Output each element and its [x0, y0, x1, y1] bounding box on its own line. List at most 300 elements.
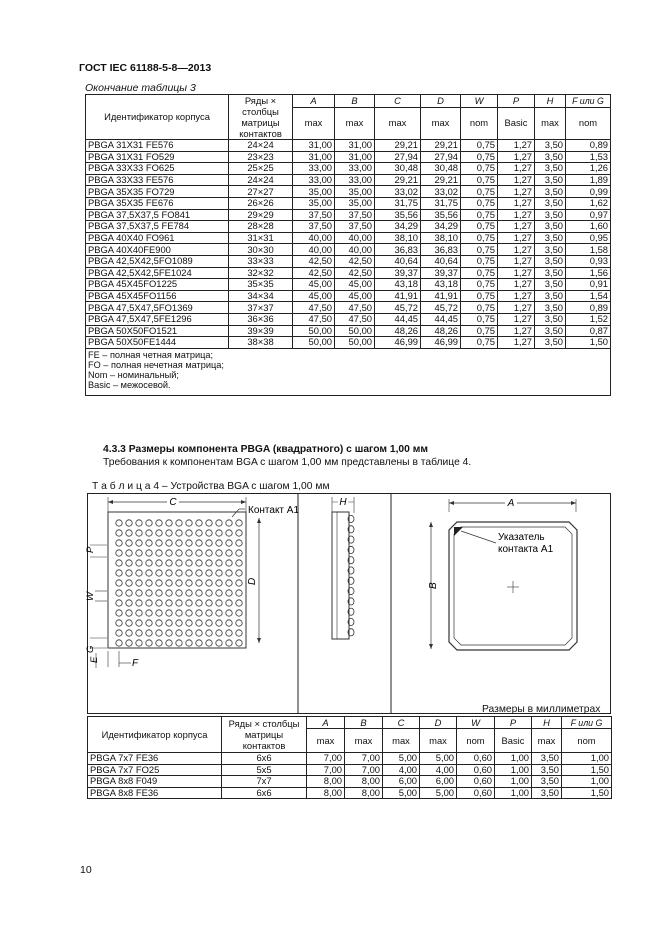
cell-value: 0,75	[461, 279, 498, 291]
solder-ball	[206, 590, 212, 596]
table-row	[88, 776, 612, 788]
table-row	[86, 186, 611, 198]
cell-value: 1,54	[566, 290, 611, 302]
note-line: Nom – номинальный;	[88, 369, 179, 380]
table4-header-id: Идентификатор корпуса	[88, 717, 222, 753]
cell-value: 41,91	[421, 290, 461, 302]
cell-value: 47,50	[293, 313, 335, 325]
solder-ball	[186, 520, 192, 526]
solder-ball	[116, 550, 122, 556]
solder-ball	[176, 620, 182, 626]
solder-ball	[136, 530, 142, 536]
cell-value: 50,00	[335, 337, 375, 349]
section-text: Требования к компонентам BGA с шагом 1,00 мм представлены в таблице 4.	[103, 457, 472, 468]
solder-ball	[226, 520, 232, 526]
solder-ball	[196, 620, 202, 626]
cell-value: 3,50	[535, 279, 566, 291]
solder-ball	[116, 640, 122, 646]
cell-value: 31,75	[421, 197, 461, 209]
solder-ball	[176, 630, 182, 636]
solder-ball	[236, 600, 242, 606]
cell-value: 3,50	[535, 302, 566, 314]
cell-value: 47,50	[335, 302, 375, 314]
table4-header-col: B	[345, 717, 383, 729]
arrow	[571, 501, 576, 505]
table-row	[86, 255, 611, 267]
solder-ball	[176, 600, 182, 606]
solder-ball	[196, 640, 202, 646]
cell-value: 7,00	[307, 753, 345, 765]
solder-ball	[166, 580, 172, 586]
cell-value: 0,60	[457, 776, 495, 788]
solder-ball	[156, 590, 162, 596]
solder-ball	[206, 570, 212, 576]
table-3	[85, 94, 611, 396]
cell-value: 48,26	[421, 325, 461, 337]
cell-matrix: 32×32	[229, 267, 293, 279]
arrow	[241, 500, 246, 504]
solder-ball	[136, 590, 142, 596]
solder-ball	[196, 560, 202, 566]
solder-ball	[116, 610, 122, 616]
cell-value: 1,27	[498, 174, 535, 186]
cell-value: 0,75	[461, 174, 498, 186]
solder-ball	[236, 570, 242, 576]
cell-value: 33,00	[293, 163, 335, 175]
cell-value: 37,50	[293, 209, 335, 221]
solder-ball	[166, 570, 172, 576]
table4-header-sub: nom	[457, 729, 495, 753]
cell-value: 37,50	[293, 221, 335, 233]
cell-value: 4,00	[383, 764, 420, 776]
cell-value: 3,50	[535, 221, 566, 233]
cell-value: 1,50	[566, 337, 611, 349]
table-row	[86, 151, 611, 163]
solder-ball	[136, 580, 142, 586]
cell-value: 0,97	[566, 209, 611, 221]
table4-header-col: A	[307, 717, 345, 729]
solder-ball	[206, 560, 212, 566]
solder-ball	[126, 590, 132, 596]
solder-ball	[156, 640, 162, 646]
cell-value: 1,53	[566, 151, 611, 163]
solder-ball	[146, 560, 152, 566]
solder-ball	[196, 610, 202, 616]
cell-value: 3,50	[535, 337, 566, 349]
cell-package-id: PBGA 40X40 FO961	[86, 232, 229, 244]
solder-ball	[206, 620, 212, 626]
cell-value: 29,21	[421, 174, 461, 186]
cell-value: 30,48	[375, 163, 421, 175]
solder-ball	[146, 640, 152, 646]
arrow	[449, 501, 454, 505]
cell-value: 0,75	[461, 313, 498, 325]
solder-ball	[226, 530, 232, 536]
cell-package-id: PBGA 7x7 FO25	[88, 764, 222, 776]
solder-ball	[236, 630, 242, 636]
solder-ball	[136, 550, 142, 556]
cell-value: 38,10	[421, 232, 461, 244]
cell-value: 3,50	[535, 186, 566, 198]
cell-value: 1,27	[498, 255, 535, 267]
cell-matrix: 23×23	[229, 151, 293, 163]
cell-package-id: PBGA 37,5X37,5 FE784	[86, 221, 229, 233]
cell-value: 1,00	[495, 776, 532, 788]
cell-matrix: 28×28	[229, 221, 293, 233]
cell-value: 1,27	[498, 279, 535, 291]
cell-package-id: PBGA 33X33 FE576	[86, 174, 229, 186]
cell-value: 1,50	[562, 764, 612, 776]
table-continuation-label: Окончание таблицы 3	[85, 82, 196, 94]
cell-value: 40,00	[293, 232, 335, 244]
solder-ball	[146, 520, 152, 526]
solder-ball	[166, 540, 172, 546]
table3-header-col: B	[335, 95, 375, 108]
cell-value: 31,00	[335, 140, 375, 152]
solder-ball	[126, 540, 132, 546]
solder-ball	[196, 580, 202, 586]
cell-package-id: PBGA 7x7 FE36	[88, 753, 222, 765]
cell-value: 1,00	[495, 787, 532, 799]
solder-ball	[216, 610, 222, 616]
cell-value: 1,60	[566, 221, 611, 233]
cell-value: 0,75	[461, 151, 498, 163]
table4-header-col: C	[383, 717, 420, 729]
cell-value: 3,50	[535, 163, 566, 175]
table4-caption: Т а б л и ц а 4 – Устройства BGA с шагом 1,00 мм	[92, 481, 330, 492]
cell-value: 0,75	[461, 325, 498, 337]
cell-value: 1,56	[566, 267, 611, 279]
table4-header-sub: max	[383, 729, 420, 753]
cell-value: 42,50	[293, 255, 335, 267]
table3-header-sub: max	[293, 107, 335, 139]
cell-value: 1,27	[498, 140, 535, 152]
side-view-body	[332, 512, 349, 639]
cell-value: 44,45	[375, 313, 421, 325]
label-e: E	[89, 656, 100, 663]
solder-ball	[126, 610, 132, 616]
cell-value: 35,56	[375, 209, 421, 221]
solder-ball	[126, 560, 132, 566]
cell-value: 1,52	[566, 313, 611, 325]
cell-value: 0,89	[566, 302, 611, 314]
solder-ball	[116, 560, 122, 566]
solder-ball	[146, 620, 152, 626]
cell-matrix: 37×37	[229, 302, 293, 314]
solder-ball	[126, 580, 132, 586]
solder-ball	[226, 570, 232, 576]
cell-value: 0,87	[566, 325, 611, 337]
cell-value: 1,00	[562, 776, 612, 788]
cell-value: 50,00	[293, 337, 335, 349]
arrow	[429, 644, 433, 649]
solder-ball	[186, 640, 192, 646]
cell-package-id: PBGA 45X45FO1225	[86, 279, 229, 291]
cell-value: 3,50	[535, 244, 566, 256]
arrow	[257, 518, 261, 523]
cell-value: 31,75	[375, 197, 421, 209]
cell-value: 0,75	[461, 140, 498, 152]
cell-value: 27,94	[421, 151, 461, 163]
cell-value: 1,27	[498, 232, 535, 244]
cell-value: 45,00	[335, 290, 375, 302]
solder-ball	[206, 520, 212, 526]
solder-ball	[236, 520, 242, 526]
table-row	[86, 313, 611, 325]
table4-header-col: W	[457, 717, 495, 729]
solder-ball	[166, 560, 172, 566]
cell-value: 42,50	[335, 255, 375, 267]
cell-value: 44,45	[421, 313, 461, 325]
cell-package-id: PBGA 45X45FO1156	[86, 290, 229, 302]
section-title: 4.3.3 Размеры компонента PBGA (квадратного) с шагом 1,00 мм	[103, 444, 428, 455]
cell-value: 7,00	[345, 764, 383, 776]
cell-package-id: PBGA 37,5X37,5 FO841	[86, 209, 229, 221]
solder-ball	[156, 600, 162, 606]
units-note: Размеры в миллиметрах	[482, 704, 601, 715]
solder-ball	[186, 580, 192, 586]
solder-ball	[146, 590, 152, 596]
cell-value: 5,00	[420, 753, 457, 765]
cell-value: 35,00	[293, 186, 335, 198]
cell-package-id: PBGA 35X35 FO729	[86, 186, 229, 198]
cell-value: 1,58	[566, 244, 611, 256]
solder-ball	[146, 610, 152, 616]
cell-value: 40,00	[335, 244, 375, 256]
solder-ball	[176, 590, 182, 596]
solder-ball	[146, 580, 152, 586]
table-row	[86, 279, 611, 291]
cell-value: 3,50	[532, 787, 562, 799]
solder-ball	[186, 620, 192, 626]
cell-value: 7,00	[307, 764, 345, 776]
solder-ball	[196, 550, 202, 556]
cell-value: 0,75	[461, 197, 498, 209]
cell-value: 31,00	[335, 151, 375, 163]
cell-value: 3,50	[535, 140, 566, 152]
solder-ball	[196, 590, 202, 596]
solder-ball	[166, 600, 172, 606]
solder-ball	[146, 530, 152, 536]
label-h: H	[339, 497, 347, 508]
cell-value: 42,50	[335, 267, 375, 279]
note-line: FO – полная нечетная матрица;	[88, 359, 224, 370]
solder-ball	[166, 530, 172, 536]
solder-ball	[126, 640, 132, 646]
cell-value: 1,27	[498, 325, 535, 337]
solder-ball	[216, 620, 222, 626]
solder-ball	[176, 560, 182, 566]
cell-value: 35,00	[293, 197, 335, 209]
cell-value: 0,93	[566, 255, 611, 267]
table-row	[88, 787, 612, 799]
cell-value: 8,00	[307, 776, 345, 788]
cell-package-id: PBGA 35X35 FE676	[86, 197, 229, 209]
cell-value: 33,00	[335, 174, 375, 186]
cell-value: 1,27	[498, 209, 535, 221]
solder-ball	[206, 540, 212, 546]
cell-value: 29,21	[375, 140, 421, 152]
table-row	[86, 244, 611, 256]
ball-grid	[116, 520, 242, 646]
solder-ball	[116, 530, 122, 536]
solder-ball	[186, 550, 192, 556]
solder-ball	[126, 520, 132, 526]
cell-value: 40,00	[335, 232, 375, 244]
table-row	[86, 163, 611, 175]
solder-ball	[236, 590, 242, 596]
label-f: F	[132, 658, 139, 669]
cell-value: 0,99	[566, 186, 611, 198]
solder-ball	[206, 580, 212, 586]
cell-value: 46,99	[375, 337, 421, 349]
bga-figure	[87, 493, 611, 715]
table3-header-sub: nom	[461, 107, 498, 139]
table-row	[86, 302, 611, 314]
cell-value: 3,50	[535, 255, 566, 267]
cell-value: 1,27	[498, 244, 535, 256]
cell-value: 45,72	[421, 302, 461, 314]
cell-value: 3,50	[535, 209, 566, 221]
solder-ball	[216, 630, 222, 636]
solder-ball	[206, 610, 212, 616]
cell-value: 37,50	[335, 221, 375, 233]
solder-ball	[236, 610, 242, 616]
solder-ball	[156, 560, 162, 566]
table4-header-sub: max	[420, 729, 457, 753]
table3-header-col: H	[535, 95, 566, 108]
table3-header-col: D	[421, 95, 461, 108]
solder-ball	[186, 540, 192, 546]
cell-value: 1,89	[566, 174, 611, 186]
note-line: Basic – межосевой.	[88, 379, 171, 390]
solder-ball	[176, 520, 182, 526]
table3-header-sub: nom	[566, 107, 611, 139]
solder-ball	[216, 530, 222, 536]
solder-ball	[216, 520, 222, 526]
cell-value: 0,60	[457, 787, 495, 799]
table-row	[86, 290, 611, 302]
cell-value: 8,00	[345, 787, 383, 799]
table3-notes	[86, 348, 611, 395]
table-row	[86, 325, 611, 337]
cell-value: 8,00	[345, 776, 383, 788]
table-row	[88, 753, 612, 765]
solder-ball	[126, 630, 132, 636]
solder-ball	[216, 580, 222, 586]
solder-ball	[116, 630, 122, 636]
cell-value: 45,00	[293, 290, 335, 302]
solder-ball	[216, 540, 222, 546]
cell-value: 30,48	[421, 163, 461, 175]
cell-value: 34,29	[421, 221, 461, 233]
cell-value: 43,18	[421, 279, 461, 291]
solder-ball	[236, 540, 242, 546]
cell-value: 35,56	[421, 209, 461, 221]
cell-value: 1,00	[495, 764, 532, 776]
solder-ball	[176, 540, 182, 546]
cell-value: 33,00	[293, 174, 335, 186]
solder-ball	[216, 560, 222, 566]
cell-value: 0,75	[461, 221, 498, 233]
solder-ball	[196, 600, 202, 606]
table-row	[86, 140, 611, 152]
table-row	[86, 232, 611, 244]
solder-ball	[116, 620, 122, 626]
cell-value: 47,50	[335, 313, 375, 325]
table3-header-col: P	[498, 95, 535, 108]
solder-ball	[196, 630, 202, 636]
cell-value: 1,27	[498, 186, 535, 198]
table4-header-col: H	[532, 717, 562, 729]
cell-value: 40,00	[293, 244, 335, 256]
table3-header-sub: max	[335, 107, 375, 139]
cell-value: 3,50	[535, 267, 566, 279]
solder-ball	[156, 550, 162, 556]
table-row	[86, 221, 611, 233]
cell-value: 36,83	[375, 244, 421, 256]
cell-matrix: 6x6	[222, 787, 307, 799]
cell-value: 1,27	[498, 197, 535, 209]
cell-matrix: 38×38	[229, 337, 293, 349]
cell-value: 0,75	[461, 244, 498, 256]
cell-package-id: PBGA 50X50FO1521	[86, 325, 229, 337]
label-d: D	[247, 577, 258, 585]
cell-package-id: PBGA 40X40FE900	[86, 244, 229, 256]
leader-line	[461, 531, 496, 543]
cell-value: 1,27	[498, 163, 535, 175]
solder-ball	[216, 570, 222, 576]
solder-ball	[236, 640, 242, 646]
cell-value: 3,50	[535, 325, 566, 337]
cell-value: 36,83	[421, 244, 461, 256]
solder-ball	[136, 600, 142, 606]
solder-ball	[166, 620, 172, 626]
solder-ball	[216, 590, 222, 596]
cell-value: 1,62	[566, 197, 611, 209]
solder-ball	[186, 560, 192, 566]
cell-value: 45,00	[335, 279, 375, 291]
table4-header-sub: Basic	[495, 729, 532, 753]
cell-package-id: PBGA 47,5X47,5FE1296	[86, 313, 229, 325]
solder-ball	[236, 530, 242, 536]
solder-ball	[236, 550, 242, 556]
solder-ball	[186, 590, 192, 596]
table3-header-sub: max	[375, 107, 421, 139]
cell-package-id: PBGA 31X31 FE576	[86, 140, 229, 152]
cell-matrix: 39×39	[229, 325, 293, 337]
cell-matrix: 25×25	[229, 163, 293, 175]
cell-value: 0,75	[461, 302, 498, 314]
solder-ball	[206, 640, 212, 646]
label-c: C	[169, 497, 177, 508]
cell-value: 34,29	[375, 221, 421, 233]
solder-ball	[146, 550, 152, 556]
cell-matrix: 26×26	[229, 197, 293, 209]
cell-value: 0,75	[461, 255, 498, 267]
solder-ball	[236, 560, 242, 566]
label-a: A	[507, 498, 515, 509]
cell-value: 1,50	[562, 787, 612, 799]
cell-value: 8,00	[307, 787, 345, 799]
solder-ball	[216, 600, 222, 606]
solder-ball	[116, 590, 122, 596]
table4-header-col: P	[495, 717, 532, 729]
cell-value: 1,27	[498, 313, 535, 325]
table-row	[86, 209, 611, 221]
solder-ball	[146, 540, 152, 546]
solder-ball	[166, 590, 172, 596]
